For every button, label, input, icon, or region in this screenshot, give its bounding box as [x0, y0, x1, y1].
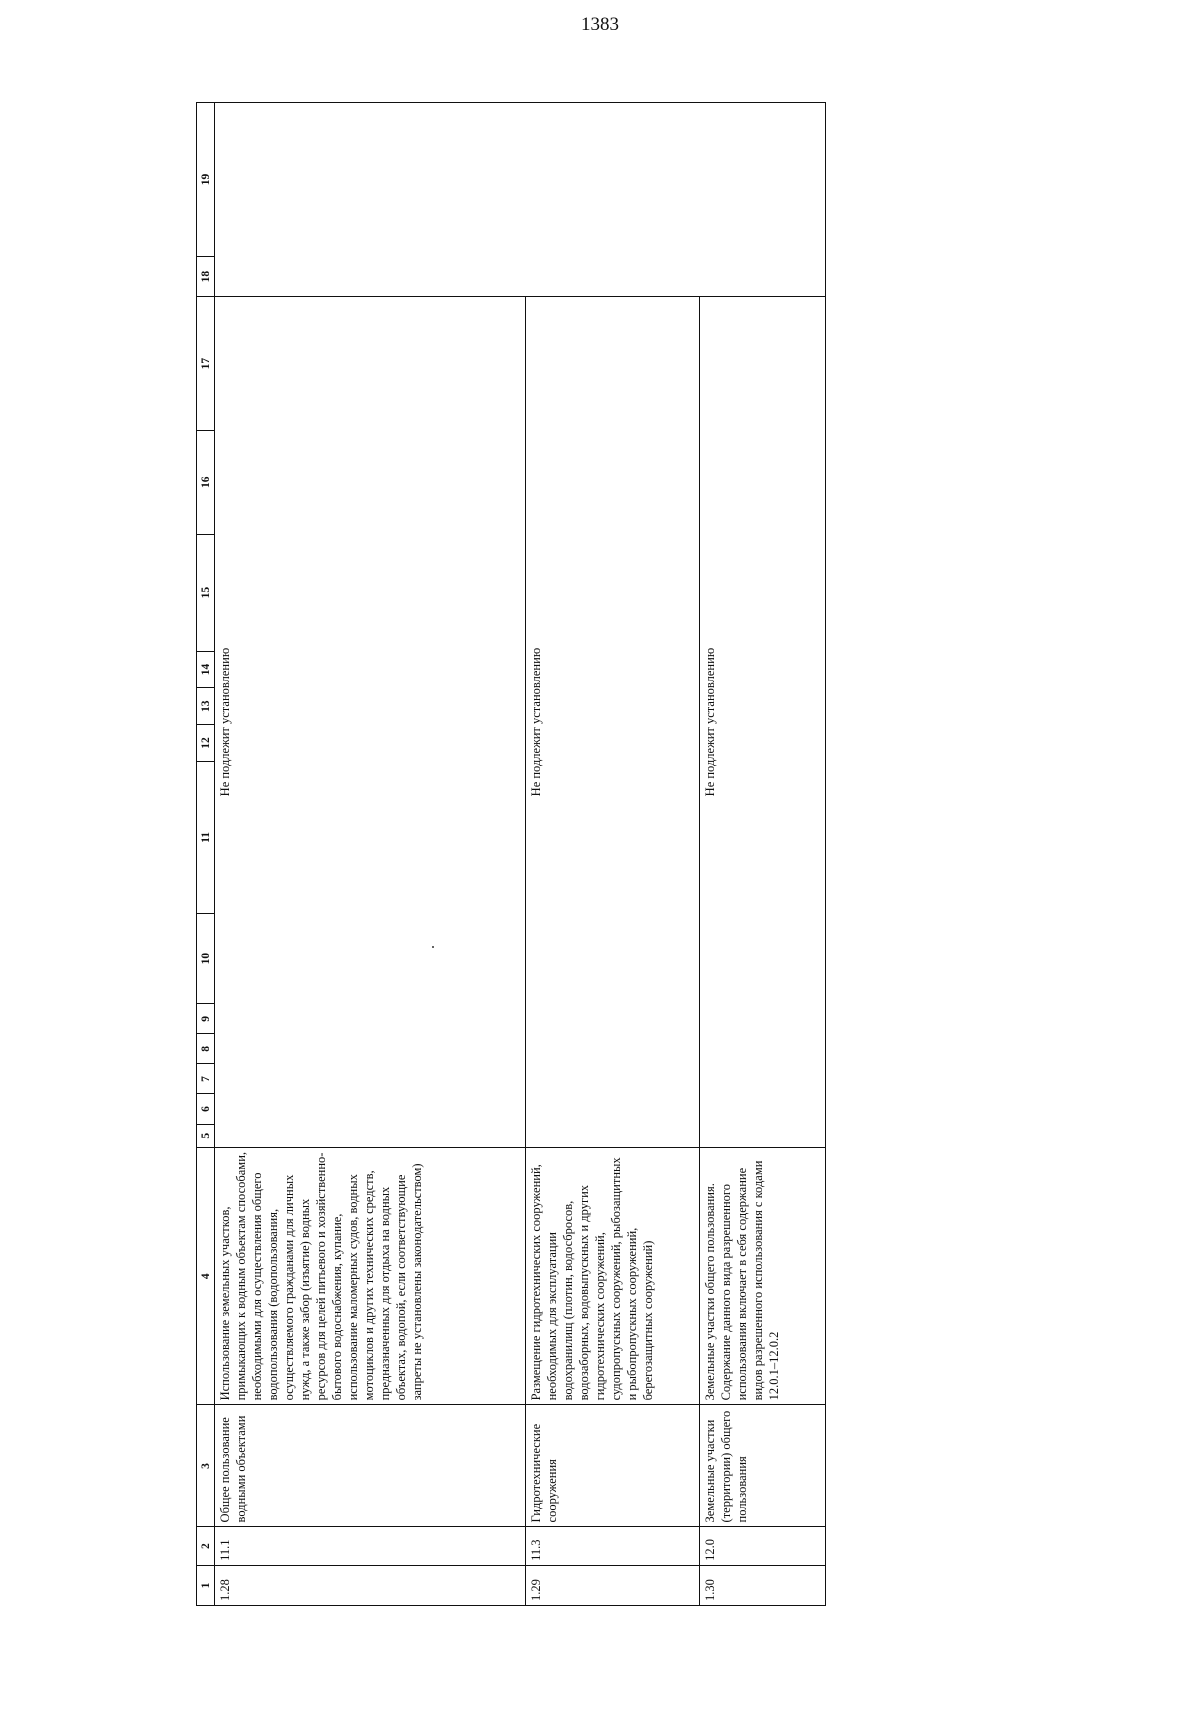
row-name: Земельные участки (территории) общего пользования	[699, 1405, 825, 1527]
header-cell: 7	[197, 1064, 215, 1094]
row-description: Земельные участки общего пользования. Содержание данного вида разрешенного использования включает в себя содержание видов разрешенного использования с кодами 12.0.1–12.0.2	[699, 1147, 825, 1404]
header-cell: 8	[197, 1034, 215, 1064]
header-cell: 10	[197, 914, 215, 1004]
header-cell: 17	[197, 297, 215, 431]
header-row	[197, 103, 215, 1606]
header-cell: 15	[197, 534, 215, 651]
header-cell: 9	[197, 1004, 215, 1034]
header-cell: 18	[197, 257, 215, 297]
row-description: Использование земельных участков, примыкающих к водным объектам способами, необходимыми для осуществления общего водопользования (водопользования, осуществляемого гражданами для личных нужд, а также забор (изъятие) водных ресурсов для целей питьевого и хозяйственно-бытового водоснабжения, купание, использование маломерных судов, водных мотоциклов и других технических средств, предназначенных для отдыха на водных объектах, водопой, если соответствующие запреты не установлены законодательством)	[215, 1147, 526, 1404]
page-number: 1383	[581, 14, 619, 35]
table-row	[699, 103, 825, 1606]
land-use-table	[196, 102, 826, 1606]
row-code: 12.0	[699, 1527, 825, 1565]
scan-speck	[432, 946, 434, 948]
row-name: Гидротехнические сооружения	[525, 1405, 699, 1527]
row-number: 1.29	[525, 1565, 699, 1605]
row-params: Не подлежит установлению	[525, 297, 699, 1148]
header-cell: 19	[197, 103, 215, 257]
row-description: Размещение гидротехнических сооружений, необходимых для эксплуатации водохранилищ (плотин, водосбросов, водозаборных, водовыпускных и других гидротехнических сооружений, судопропускных сооружений, рыбозащитных и рыбопропускных сооружений, берегозащитных сооружений)	[525, 1147, 699, 1404]
header-cell: 4	[197, 1147, 215, 1404]
table-row	[525, 103, 699, 1606]
header-cell: 13	[197, 688, 215, 725]
header-cell: 11	[197, 761, 215, 913]
empty-cell	[215, 103, 826, 297]
header-cell: 5	[197, 1124, 215, 1147]
row-params: Не подлежит установлению	[215, 297, 526, 1148]
row-code: 11.1	[215, 1527, 526, 1565]
header-cell: 2	[197, 1527, 215, 1565]
row-code: 11.3	[525, 1527, 699, 1565]
header-cell: 6	[197, 1094, 215, 1124]
table-row	[215, 103, 526, 1606]
row-name: Общее пользование водными объектами	[215, 1405, 526, 1527]
row-number: 1.30	[699, 1565, 825, 1605]
row-number: 1.28	[215, 1565, 526, 1605]
header-cell: 14	[197, 651, 215, 688]
rotated-table	[196, 102, 826, 1606]
header-cell: 12	[197, 725, 215, 762]
header-cell: 16	[197, 430, 215, 534]
header-cell: 1	[197, 1565, 215, 1605]
row-params: Не подлежит установлению	[699, 297, 825, 1148]
header-cell: 3	[197, 1405, 215, 1527]
table-container	[196, 102, 826, 1606]
